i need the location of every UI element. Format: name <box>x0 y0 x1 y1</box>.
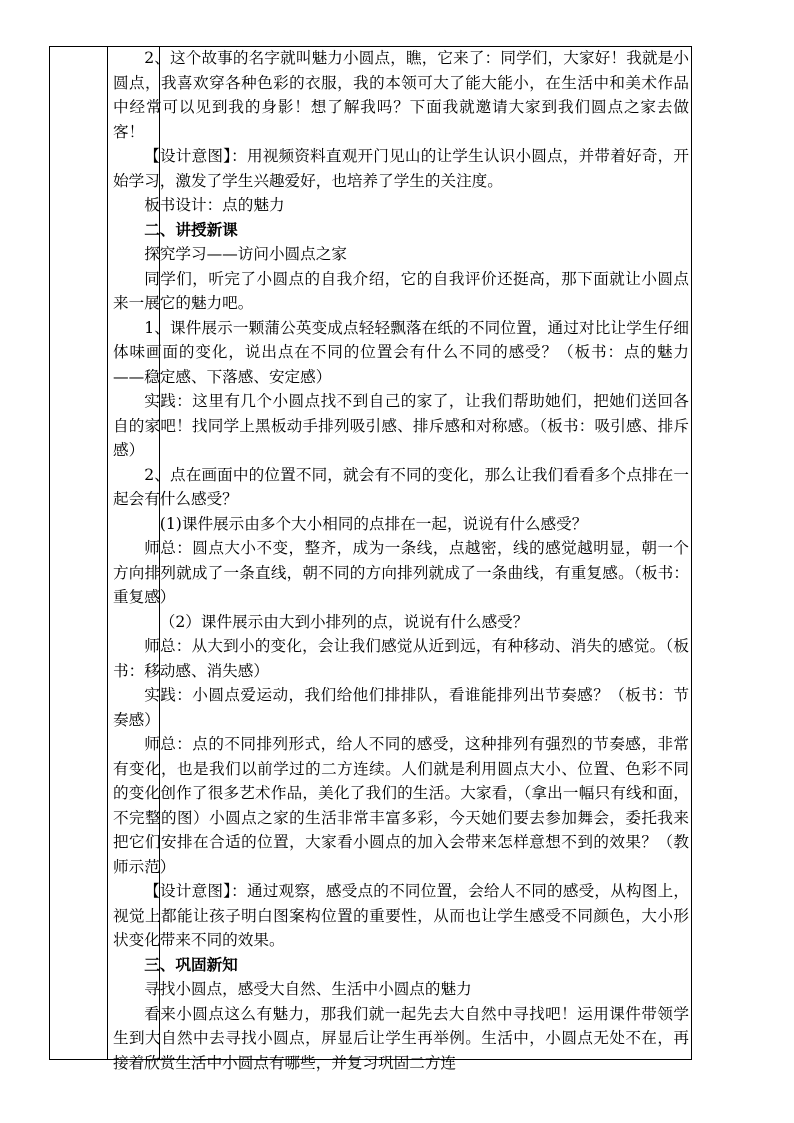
paragraph-big-to-small: （2）课件展示由大到小排列的点，说说有什么感受？ <box>159 612 529 631</box>
paragraph-explore: 探究学习——访问小圆点之家 <box>144 245 347 263</box>
lesson-content <box>113 46 689 1075</box>
paragraph-summary-arrangement: 师总：点的不同排列形式，给人不同的感受，这种排列有强烈的节奏感，非常有变化，也是我们以前学过的二方连续。人们就是利用圆点大小、位置、色彩不同的变化创作了很多艺术作品，美化了我们的生活。大家看，（拿出一幅只有线和面，不完整的图）小圆点之家的生活非常丰富多彩，今天她们要去参加舞会，委托我来把它们安排在合适的位置，大家看小圆点的加入会带来怎样意想不到的效果？（教师示范） <box>113 735 689 876</box>
paragraph-design-intent-2: 【设计意图】：通过观察，感受点的不同位置，会给人不同的感受，从构图上，视觉上都能让孩子明白图案构位置的重要性，从而也让学生感受不同颜色，大小形状变化带来不同的效果。 <box>113 882 689 949</box>
paragraph-board-design: 板书设计：点的魅力 <box>144 196 285 214</box>
paragraph-summary-move: 师总：从大到小的变化，会让我们感觉从近到远，有种移动、消失的感觉。（板书：移动感、消失感） <box>113 637 689 680</box>
paragraph-self-intro: 同学们，听完了小圆点的自我介绍，它的自我评价还挺高，那下面就让小圆点来一展它的魅力吧。 <box>113 269 689 312</box>
paragraph-find-dots: 寻找小圆点，感受大自然、生活中小圆点的魅力 <box>144 980 472 998</box>
paragraph-dandelion: 1、课件展示一颗蒲公英变成点轻轻飘落在纸的不同位置，通过对比让学生仔细体味画面的变化，说出点在不同的位置会有什么不同的感受？（板书：点的魅力——稳定感、下落感、安定感） <box>113 318 689 386</box>
paragraph-practice-1: 实践：这里有几个小圆点找不到自己的家了，让我们帮助她们，把她们送回各自的家吧！找同学上黑板动手排列吸引感、排斥感和对称感。（板书：吸引感、排斥感） <box>113 392 689 459</box>
section-heading-new-lesson: 二、讲授新课 <box>144 219 238 239</box>
paragraph-design-intent-1: 【设计意图】：用视频资料直观开门见山的让学生认识小圆点，并带着好奇，开始学习，激发了学生兴趣爱好，也培养了学生的关注度。 <box>113 147 689 190</box>
paragraph-practice-rhythm: 实践：小圆点爱运动，我们给他们排排队，看谁能排列出节奏感？（板书：节奏感） <box>113 686 689 729</box>
paragraph-story-intro: 2、这个故事的名字就叫魅力小圆点，瞧，它来了：同学们，大家好！我就是小圆点，我喜欢穿各种色彩的衣服，我的本领可大了能大能小，在生活中和美术作品中经常可以见到我的身影！想了解我吗？下面我就邀请大家到我们圆点之家去做客！ <box>113 49 689 141</box>
paragraph-same-size: (1)课件展示由多个大小相同的点排在一起，说说有什么感受？ <box>159 514 588 533</box>
section-heading-consolidate: 三、巩固新知 <box>144 954 238 974</box>
paragraph-summary-repeat: 师总：圆点大小不变，整齐，成为一条线，点越密，线的感觉越明显，朝一个方向排列就成了一条直线，朝不同的方向排列就成了一条曲线，有重复感。（板书：重复感） <box>113 539 689 606</box>
paragraph-positions: 2、点在画面中的位置不同，就会有不同的变化，那么让我们看看多个点排在一起会有什么感受？ <box>113 465 689 508</box>
paragraph-nature: 看来小圆点这么有魅力，那我们就一起先去大自然中寻找吧！运用课件带领学生到大自然中去寻找小圆点，屏显后让学生再举例。生活中，小圆点无处不在，再接着欣赏生活中小圆点有哪些，并复习巩固二方连 <box>113 1004 689 1072</box>
table-column-1 <box>50 47 108 1059</box>
